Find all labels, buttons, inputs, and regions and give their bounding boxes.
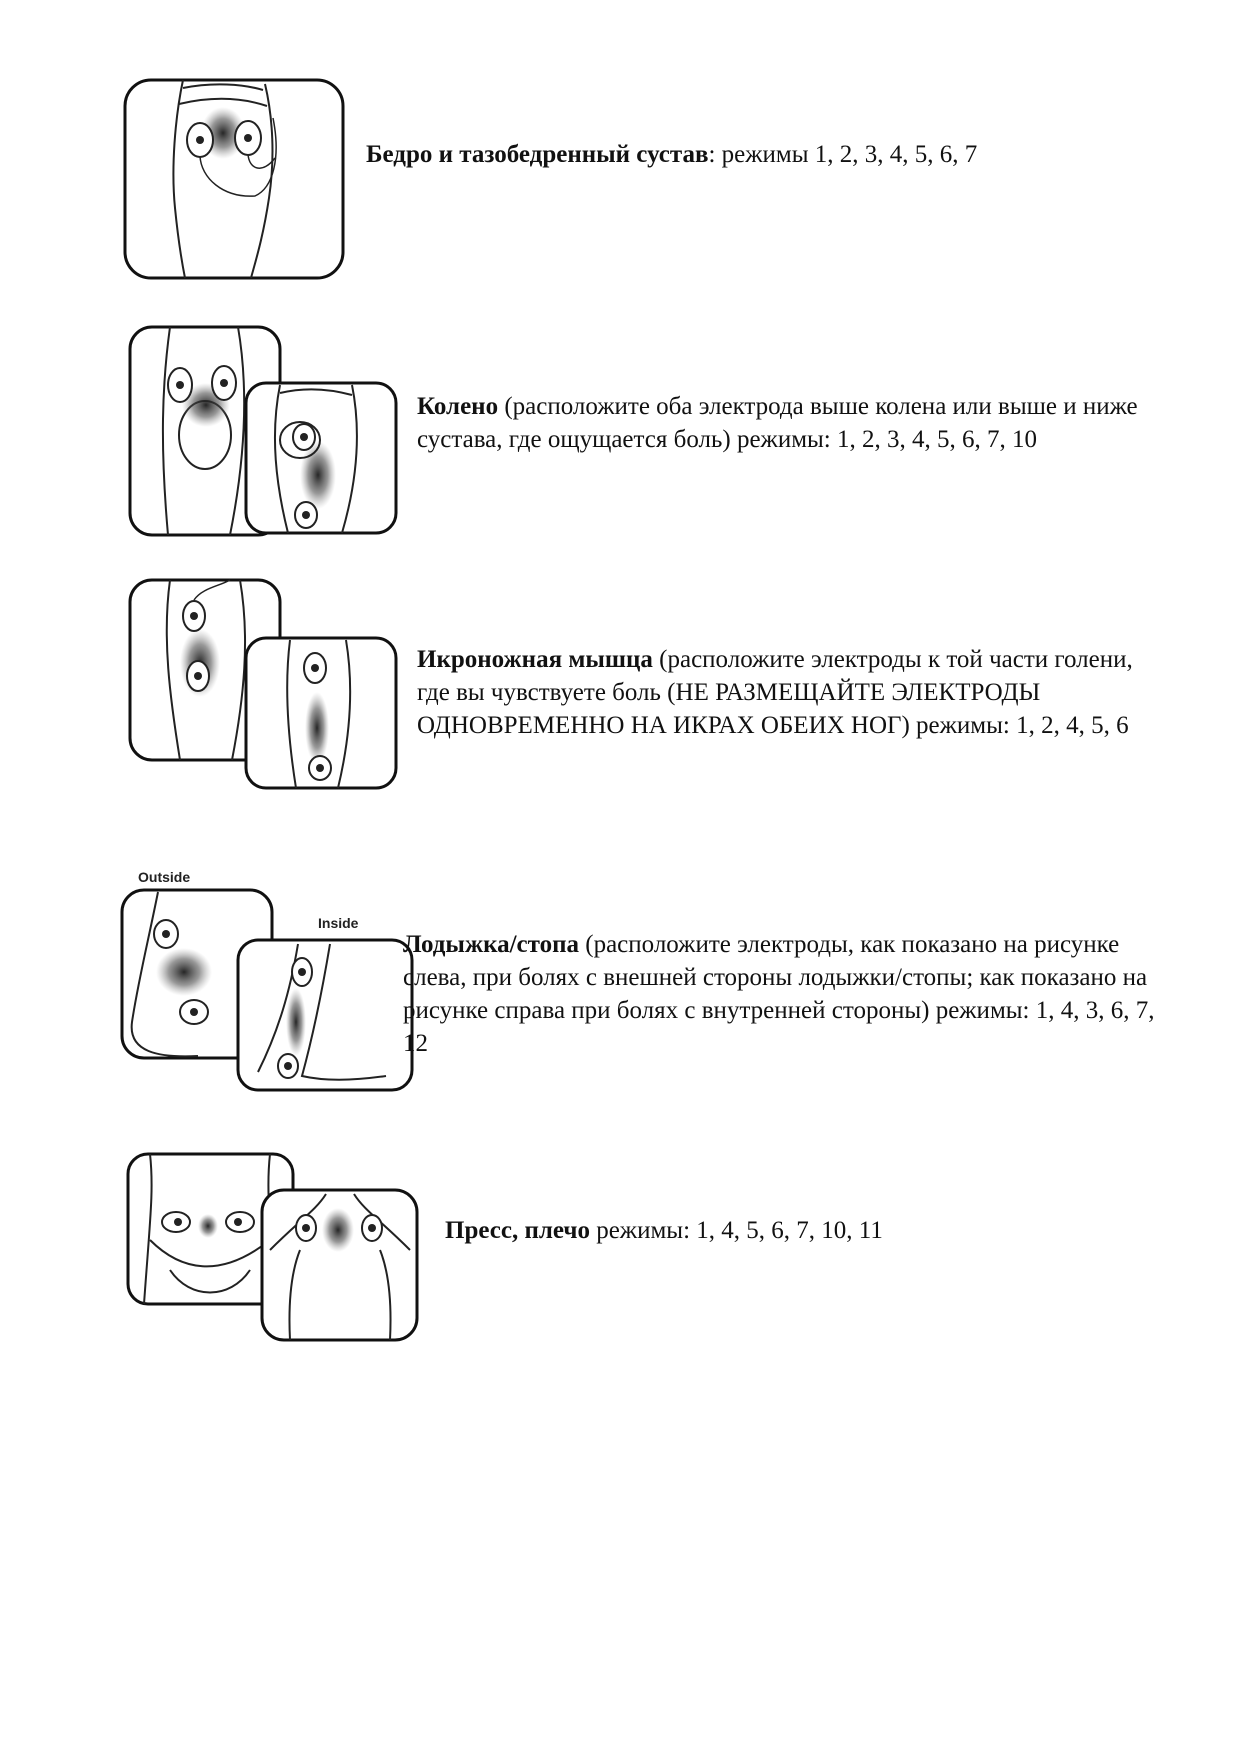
hip-text: : режимы 1, 2, 3, 4, 5, 6, 7 [708,141,978,168]
calf-caption [417,643,1162,742]
knee-illustration [120,325,400,540]
calf-title: Икроножная мышца [417,646,653,673]
ankle-inside-label: Inside [318,915,359,931]
ankle-outside-label: Outside [138,869,191,885]
abs-shoulder-text: режимы: 1, 4, 5, 6, 7, 10, 11 [589,1217,883,1244]
knee-caption [417,390,1162,456]
ankle-illustration [118,862,418,1092]
ankle-caption [403,928,1163,1060]
calf-text: (расположите электроды к той части голени, где вы чувствуете боль (НЕ РАЗМЕЩАЙТЕ ЭЛЕКТРОДЫ ОДНОВРЕМЕННО НА ИКРАХ ОБЕИХ НОГ) режимы: 1, 2, 4, 5, 6 [417,646,1133,739]
abs-shoulder-illustration [120,1150,420,1342]
hip-caption [366,138,1186,171]
knee-title: Колено [417,393,499,420]
abs-shoulder-caption [445,1214,1165,1247]
hip-illustration [123,78,345,280]
knee-text: (расположите оба электрода выше колена или выше и ниже сустава, где ощущается боль) режимы: 1, 2, 3, 4, 5, 6, 7, 10 [417,393,1138,453]
abs-shoulder-title: Пресс, плечо [445,1217,590,1244]
ankle-text: (расположите электроды, как показано на рисунке слева, при болях с внешней стороны лодыжки/стопы; как показано на рисунке справа при болях с внутренней стороны) режимы: 1, 4, 3, 6, 7, 12 [403,931,1155,1057]
hip-title: Бедро и тазобедренный сустав [366,141,709,168]
calf-illustration [120,578,400,793]
ankle-title: Лодыжка/стопа [403,931,580,958]
